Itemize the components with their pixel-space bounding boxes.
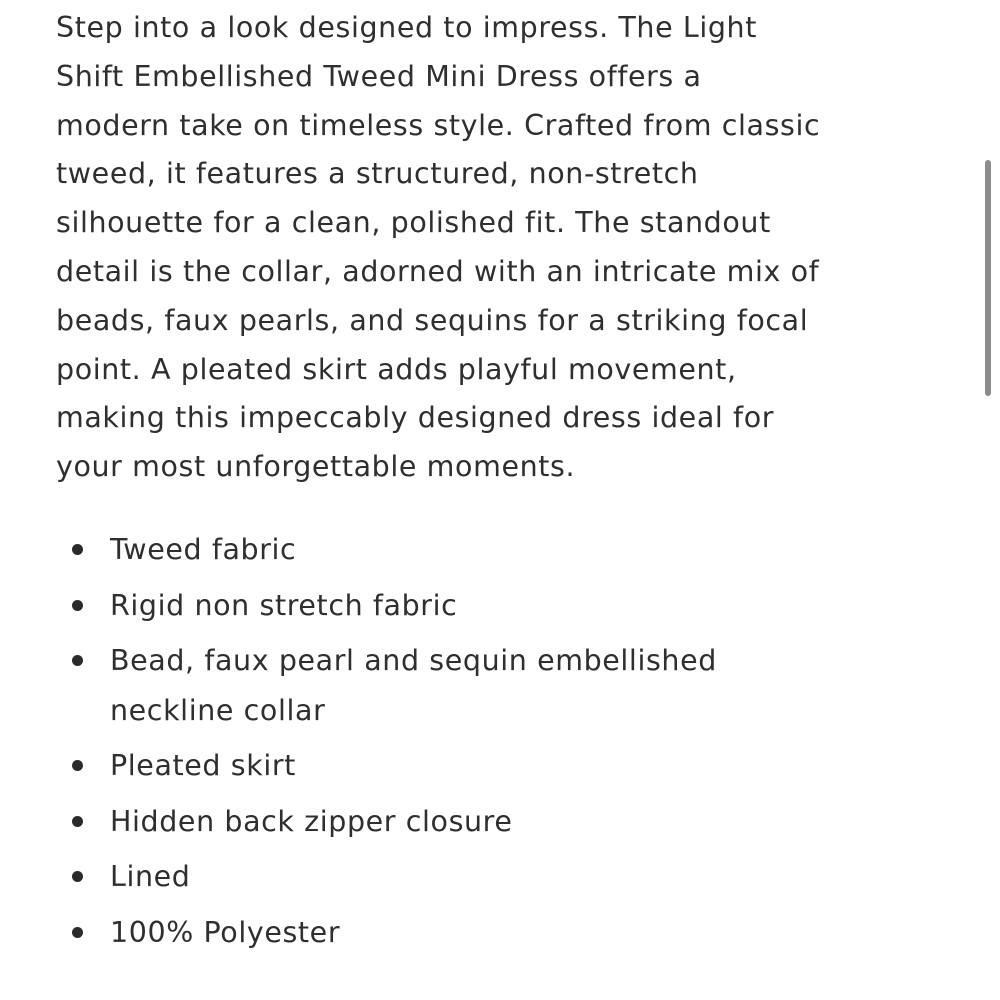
feature-item bbox=[56, 852, 916, 902]
bullet-icon bbox=[72, 927, 83, 938]
feature-item bbox=[56, 636, 916, 735]
description-line: making this impeccably designed dress ideal for bbox=[56, 401, 775, 435]
description-line: silhouette for a clean, polished fit. The standout bbox=[56, 206, 771, 240]
scrollbar-thumb[interactable] bbox=[985, 160, 991, 396]
bullet-icon bbox=[72, 871, 83, 882]
description-line: your most unforgettable moments. bbox=[56, 450, 576, 484]
feature-item bbox=[56, 797, 916, 847]
bullet-icon bbox=[72, 816, 83, 827]
feature-text: neckline collar bbox=[110, 693, 326, 727]
description-line: modern take on timeless style. Crafted from classic bbox=[56, 108, 821, 142]
description-line: Step into a look designed to impress. The Light bbox=[56, 11, 757, 44]
bullet-icon bbox=[72, 600, 83, 611]
feature-text: Tweed fabric bbox=[110, 533, 297, 566]
feature-text: Rigid non stretch fabric bbox=[110, 588, 458, 622]
feature-item bbox=[56, 741, 916, 791]
description-line: point. A pleated skirt adds playful movement, bbox=[56, 352, 737, 386]
description-line: tweed, it features a structured, non-stretch bbox=[56, 157, 699, 191]
bullet-icon bbox=[72, 544, 83, 555]
description-line: beads, faux pearls, and sequins for a striking focal bbox=[56, 303, 809, 337]
product-description bbox=[56, 4, 916, 492]
feature-text: Bead, faux pearl and sequin embellished bbox=[110, 644, 717, 677]
bullet-icon bbox=[72, 655, 83, 666]
description-line: Shift Embellished Tweed Mini Dress offers a bbox=[56, 59, 702, 93]
feature-text: Hidden back zipper closure bbox=[110, 804, 513, 838]
feature-text: Lined bbox=[110, 860, 191, 893]
feature-item bbox=[56, 525, 916, 575]
feature-text: Pleated skirt bbox=[110, 749, 296, 782]
feature-item bbox=[56, 581, 916, 631]
description-line: detail is the collar, adorned with an intricate mix of bbox=[56, 254, 820, 288]
feature-list bbox=[56, 525, 916, 963]
feature-item bbox=[56, 908, 916, 958]
bullet-icon bbox=[72, 760, 83, 771]
feature-text: 100% Polyester bbox=[110, 915, 341, 949]
